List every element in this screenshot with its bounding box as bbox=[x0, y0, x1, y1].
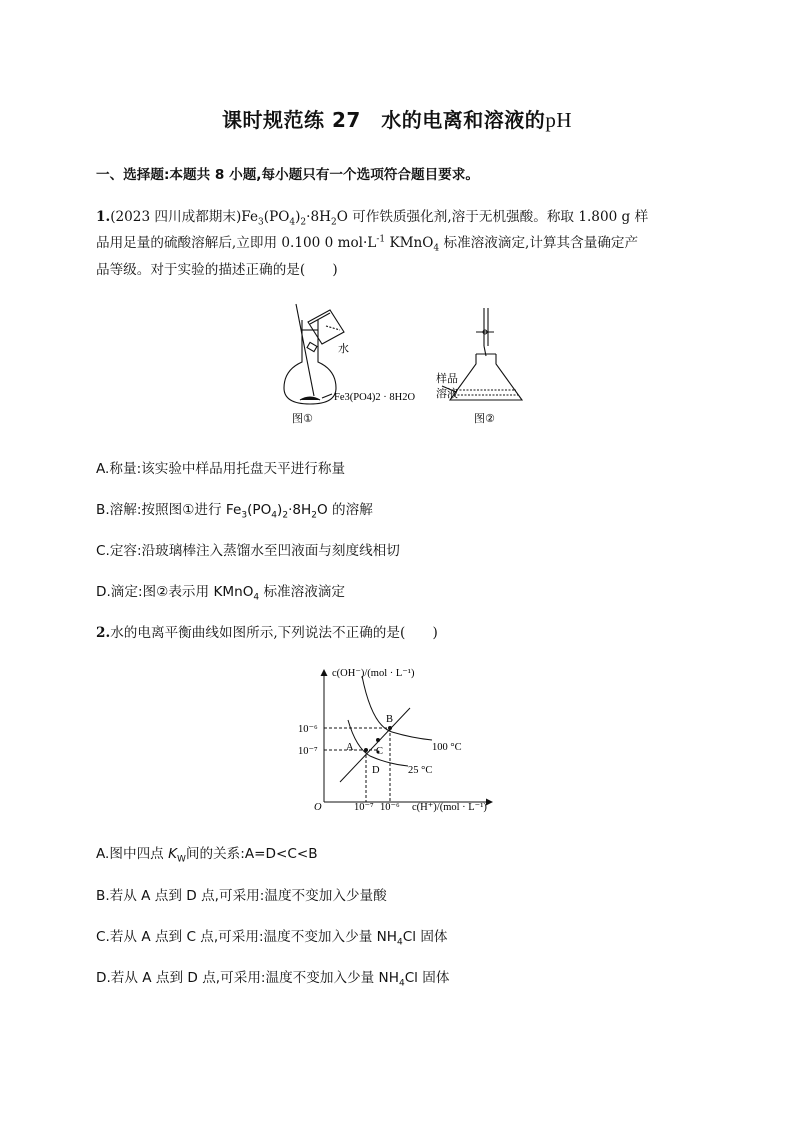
q1-line-2 bbox=[96, 231, 638, 254]
q1-sub: 3 bbox=[258, 217, 264, 228]
option-sub: 3 bbox=[241, 510, 248, 521]
page-title bbox=[0, 104, 794, 133]
origin-label: O bbox=[314, 802, 322, 813]
point-b-label: B bbox=[386, 714, 394, 725]
y-axis-label: c(OH⁻)/(mol · L⁻¹) bbox=[332, 668, 415, 679]
q2-stem bbox=[96, 621, 438, 641]
q1-sub: 2 bbox=[300, 217, 307, 228]
point-d-label: D bbox=[372, 765, 380, 776]
option-sub: 2 bbox=[282, 510, 289, 521]
option-sub: 4 bbox=[271, 510, 278, 521]
option-text: ·8H bbox=[288, 502, 312, 518]
option-text: A.图中四点 bbox=[96, 846, 169, 862]
q1-sup: -1 bbox=[376, 234, 386, 245]
q1-sub: 4 bbox=[433, 243, 440, 254]
q1-option-d bbox=[96, 580, 345, 603]
option-k-symbol: K bbox=[168, 846, 177, 862]
fig1-compound-label: Fe3(PO4)2 · 8H2O bbox=[334, 392, 416, 403]
title-main: 课时规范练 27 水的电离和溶液的 bbox=[222, 108, 546, 132]
point-c-dot bbox=[376, 738, 380, 742]
option-sub: W bbox=[177, 854, 186, 865]
q1-text: (PO bbox=[263, 209, 290, 225]
option-sub: 4 bbox=[398, 978, 405, 989]
option-sub: 4 bbox=[253, 592, 260, 603]
q1-text: 品用足量的硫酸溶解后,立即用 0.100 0 mol·L bbox=[96, 235, 377, 251]
q2-option-d bbox=[96, 966, 449, 989]
q1-text: O 可作铁质强化剂,溶于无机强酸。称取 1.800 g 样 bbox=[336, 209, 649, 225]
q1-text: (2023 四川成都期末)Fe bbox=[110, 209, 259, 225]
fig1-caption: 图① bbox=[292, 412, 313, 425]
option-text: Cl 固体 bbox=[404, 970, 450, 986]
fig2-label-line-2: 溶液 bbox=[436, 387, 458, 400]
curve-25c bbox=[348, 720, 408, 766]
option-text: D.滴定:图②表示用 KMnO bbox=[96, 584, 254, 600]
point-a-label: A bbox=[346, 742, 354, 753]
option-text: (PO bbox=[247, 502, 272, 518]
option-sub: 2 bbox=[311, 510, 317, 521]
option-text: 标准溶液滴定 bbox=[259, 584, 346, 600]
q2-number: 2. bbox=[96, 625, 111, 641]
q1-line-3: 品等级。对于实验的描述正确的是( ) bbox=[96, 262, 338, 278]
option-text: C.若从 A 点到 C 点,可采用:温度不变加入少量 NH bbox=[96, 929, 397, 945]
q1-option-b bbox=[96, 498, 373, 521]
option-text: D.若从 A 点到 D 点,可采用:温度不变加入少量 NH bbox=[96, 970, 399, 986]
q1-text: 标准溶液滴定,计算其含量确定产 bbox=[439, 235, 639, 251]
q1-figures bbox=[270, 300, 530, 430]
point-b-dot bbox=[388, 726, 392, 730]
x-tick-1: 10⁻⁷ bbox=[354, 802, 374, 813]
q1-sub: 2 bbox=[330, 217, 337, 228]
q2-option-c bbox=[96, 925, 448, 948]
q1-text: ) bbox=[295, 209, 301, 225]
option-sub: 4 bbox=[397, 937, 403, 948]
q1-text: KMnO bbox=[385, 235, 434, 251]
q1-number: 1. bbox=[96, 209, 111, 225]
q1-line-1 bbox=[96, 205, 648, 228]
q1-option-c: C.定容:沿玻璃棒注入蒸馏水至凹液面与刻度线相切 bbox=[96, 543, 400, 559]
curve-100-label: 100 °C bbox=[432, 742, 462, 753]
fig2-label-line-1: 样品 bbox=[436, 372, 458, 385]
fig1-water-label: 水 bbox=[338, 342, 349, 355]
q1-sub: 4 bbox=[289, 217, 296, 228]
title-ph: pH bbox=[545, 108, 572, 132]
option-text: O 的溶解 bbox=[317, 502, 373, 518]
option-text: 间的关系:A=D<C<B bbox=[185, 846, 318, 862]
q2-option-b: B.若从 A 点到 D 点,可采用:温度不变加入少量酸 bbox=[96, 888, 387, 904]
point-a-dot bbox=[364, 748, 368, 752]
section-heading: 一、选择题:本题共 8 小题,每小题只有一个选项符合题目要求。 bbox=[96, 167, 479, 183]
curve-25-label: 25 °C bbox=[408, 765, 433, 776]
point-c-label: C bbox=[376, 746, 384, 757]
q2-option-a bbox=[96, 842, 318, 865]
fig2-caption: 图② bbox=[474, 412, 495, 425]
volumetric-flask-figure bbox=[284, 304, 344, 404]
curve-100c bbox=[362, 676, 432, 740]
x-axis-label: c(H⁺)/(mol · L⁻¹) bbox=[412, 802, 487, 813]
option-text: Cl 固体 bbox=[402, 929, 448, 945]
y-tick-1: 10⁻⁶ bbox=[298, 724, 318, 735]
y-tick-2: 10⁻⁷ bbox=[298, 746, 318, 757]
option-text: B.溶解:按照图①进行 Fe bbox=[96, 502, 242, 518]
option-text: ) bbox=[277, 502, 283, 518]
q1-option-a: A.称量:该实验中样品用托盘天平进行称量 bbox=[96, 461, 346, 477]
x-tick-2: 10⁻⁶ bbox=[380, 802, 400, 813]
water-ionization-graph bbox=[292, 664, 507, 814]
q2-text: 水的电离平衡曲线如图所示,下列说法不正确的是( ) bbox=[110, 625, 438, 641]
q1-text: ·8H bbox=[306, 209, 331, 225]
